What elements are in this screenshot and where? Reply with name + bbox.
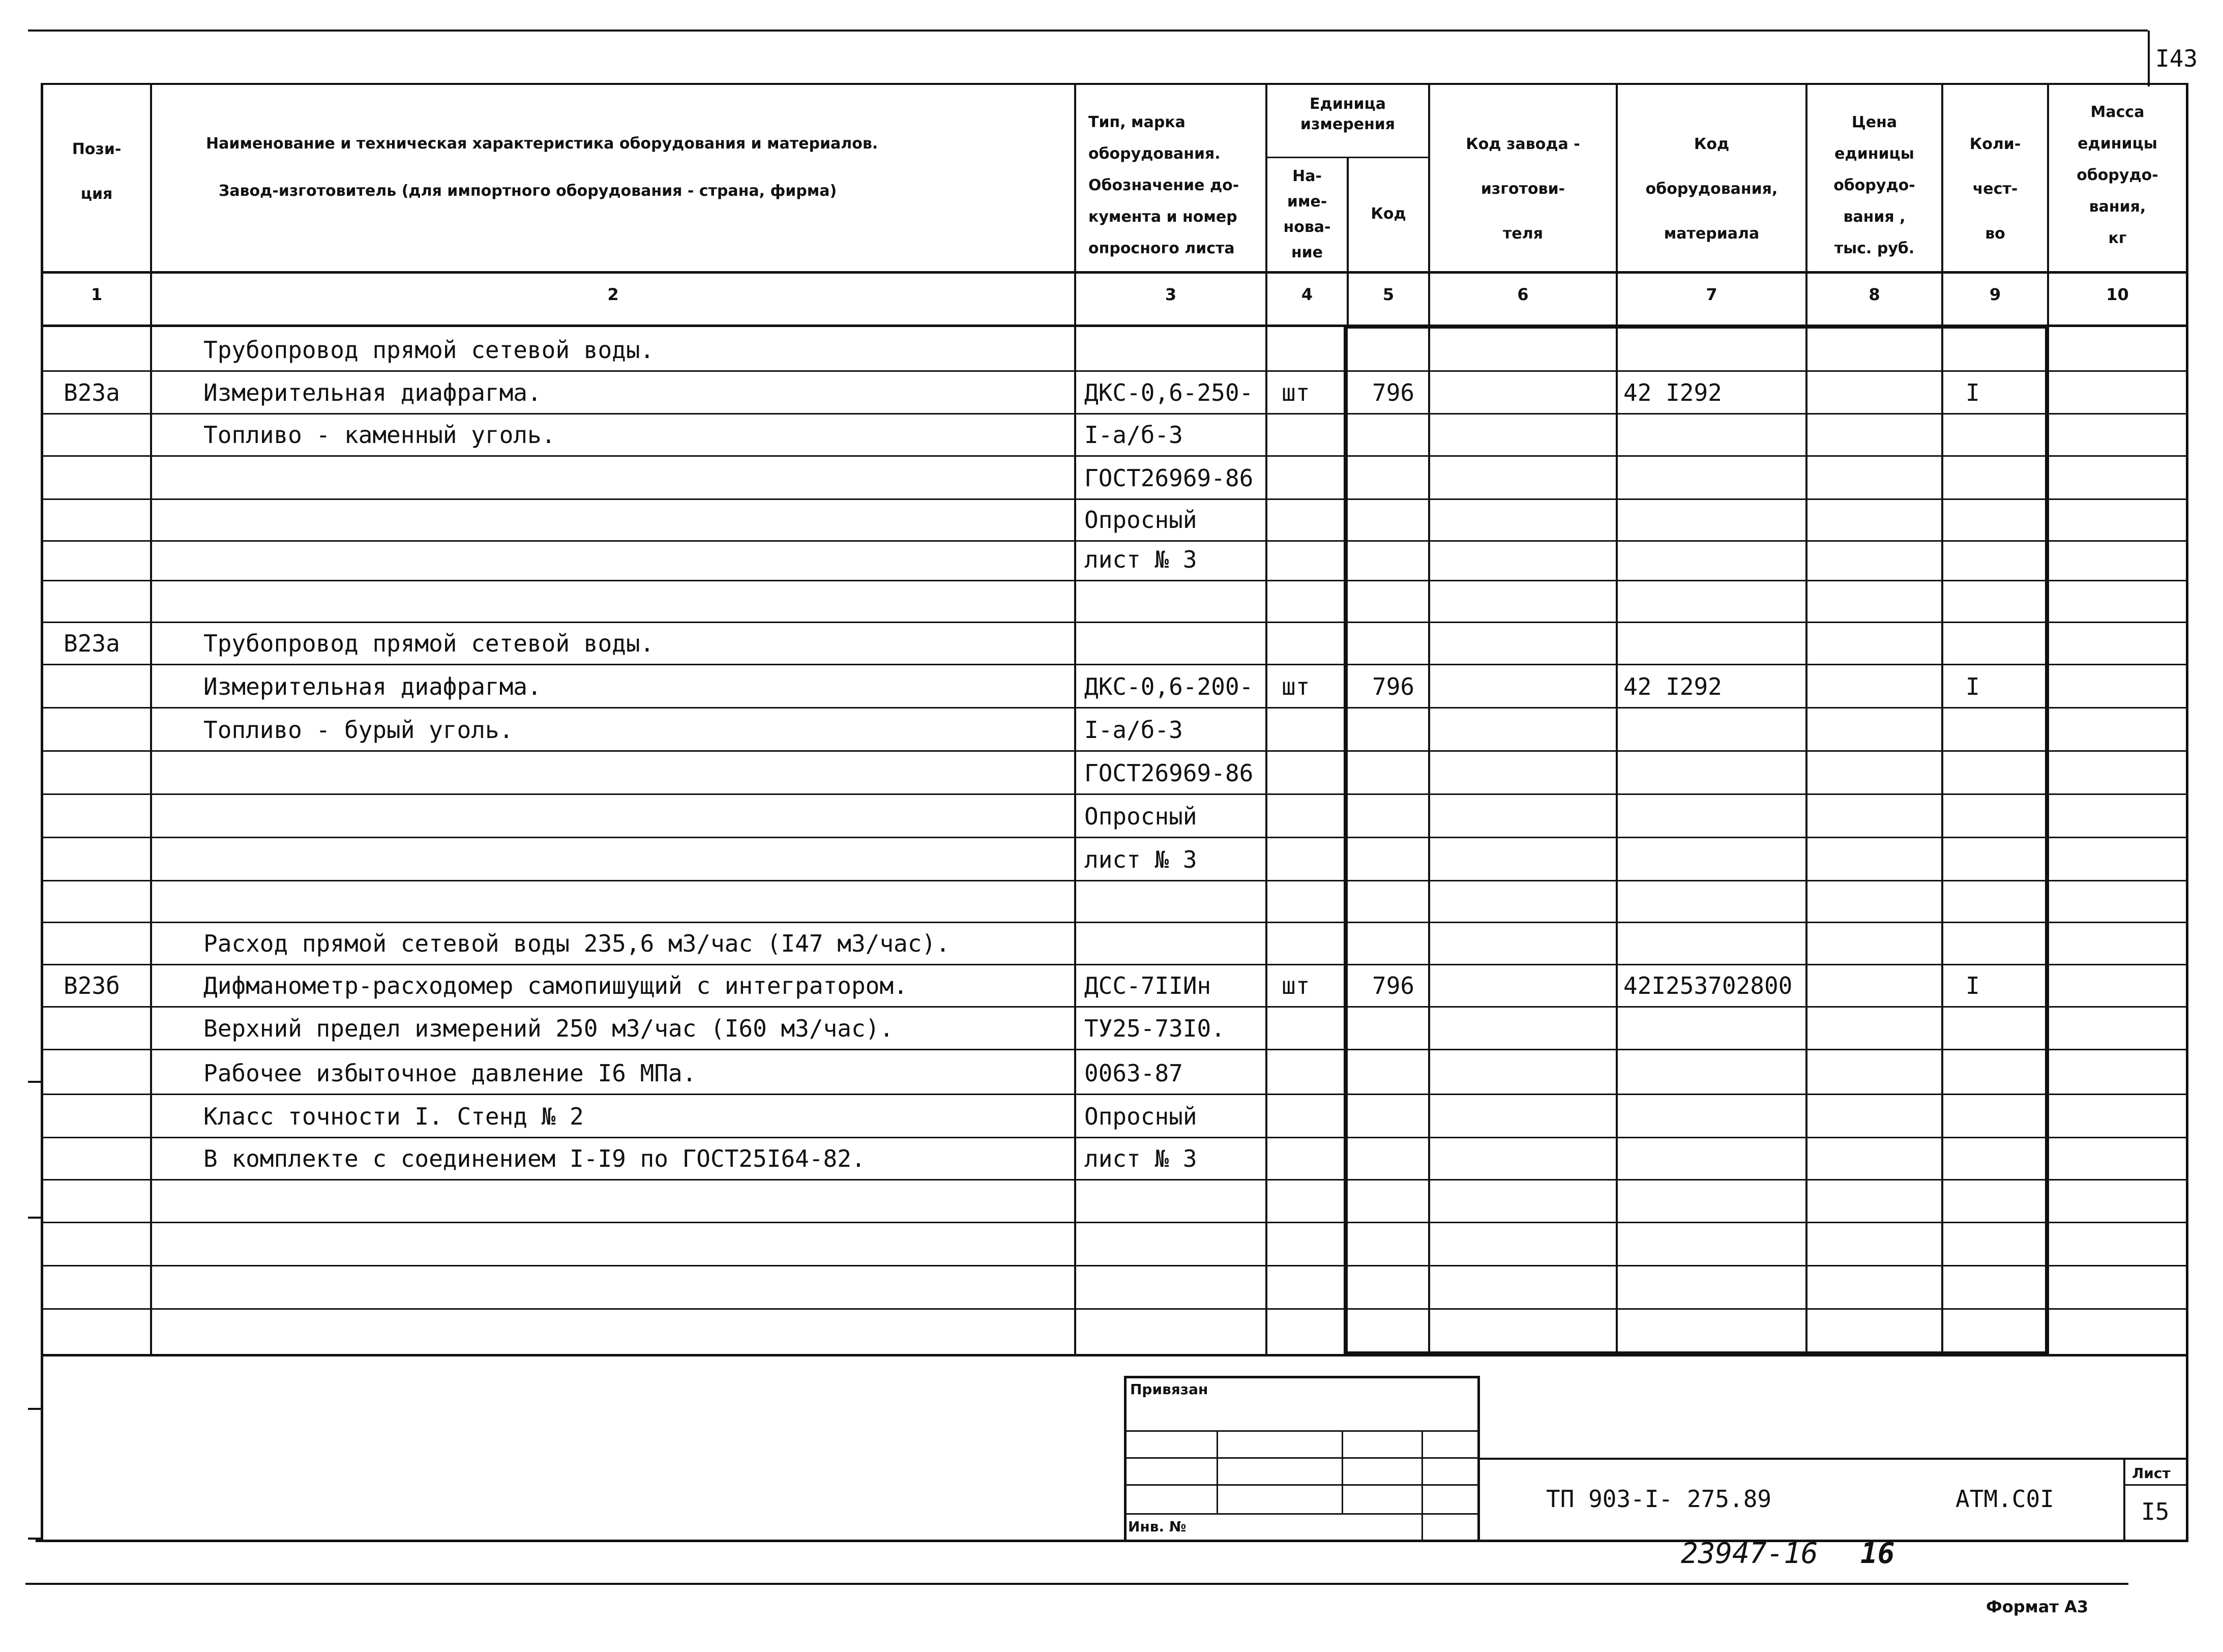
table-row [43, 880, 2186, 922]
cell-type: ДКС-0,6-200- [1084, 673, 1254, 700]
cell-type: ГОСТ26969-86 [1084, 759, 1254, 787]
table-row [43, 750, 2186, 793]
row-divider [43, 1094, 2186, 1095]
col-number-8: 8 [1869, 285, 1880, 304]
row-divider [43, 370, 2186, 372]
header-name-line1: Наименование и техническая характеристика оборудования и материалов. [206, 135, 878, 153]
cell-name: Измерительная диафрагма. [203, 673, 542, 700]
cell-equipment-code: 42 I292 [1623, 379, 1722, 406]
cell-unit-code: 796 [1372, 379, 1415, 406]
row-divider [43, 1137, 2186, 1138]
row-divider [43, 750, 2186, 752]
cell-type: I-а/б-3 [1084, 421, 1183, 449]
table-row [43, 1006, 2186, 1049]
col-number-1: 1 [91, 285, 103, 304]
table-row [43, 1179, 2186, 1222]
col-number-7: 7 [1706, 285, 1717, 304]
col-number-4: 4 [1301, 285, 1313, 304]
cell-type: 0063-87 [1084, 1059, 1183, 1087]
col-number-10: 10 [2106, 285, 2129, 304]
cell-type: Опросный [1084, 506, 1197, 534]
header-price: Цена единицы оборудо- вания , тыс. руб. [1833, 113, 1915, 257]
row-divider [43, 707, 2186, 709]
cell-name: Измерительная диафрагма. [203, 379, 542, 406]
cell-name: Трубопровод прямой сетевой воды. [203, 336, 655, 364]
col-number-3: 3 [1165, 285, 1177, 304]
header-name-line2: Завод-изготовитель (для импортного оборудования - страна, фирма) [219, 182, 837, 200]
cell-equipment-code: 42I253702800 [1623, 972, 1793, 999]
cell-type: ГОСТ26969-86 [1084, 464, 1254, 492]
row-divider [43, 1222, 2186, 1223]
table-row [43, 1137, 2186, 1179]
header-type: Тип, марка оборудования. Обозначение до- кумента и номер опросного листа [1088, 113, 1239, 257]
table-row [43, 1049, 2186, 1094]
archive-number-suffix: 16 [1860, 1537, 1895, 1570]
document-mark: АТМ.С0I [1955, 1485, 2054, 1513]
header-unit-code: Код [1371, 205, 1406, 223]
row-divider [43, 1049, 2186, 1050]
cell-type: ТУ25-73I0. [1084, 1015, 1225, 1042]
table-row [43, 328, 2186, 370]
stamp-linked-label: Привязан [1130, 1381, 1208, 1398]
table-row [43, 1094, 2186, 1137]
cell-position: В23а [64, 379, 120, 406]
table-row [43, 580, 2186, 622]
table-row [43, 964, 2186, 1006]
row-divider [43, 793, 2186, 795]
table-row [43, 1222, 2186, 1265]
table-row [43, 664, 2186, 707]
row-divider [43, 540, 2186, 542]
document-code: ТП 903-I- 275.89 [1546, 1485, 1772, 1513]
cell-unit: шт [1282, 972, 1310, 999]
cell-position: В23а [64, 630, 120, 657]
cell-type: I-а/б-3 [1084, 716, 1183, 744]
cell-name: Топливо - каменный уголь. [203, 421, 556, 449]
header-mass: Масса единицы оборудо- вания, кг [2077, 103, 2158, 247]
archive-number: 23947-16 [1681, 1537, 1818, 1570]
row-divider [43, 922, 2186, 923]
cell-unit-code: 796 [1372, 673, 1415, 700]
row-divider [43, 1179, 2186, 1181]
row-divider [43, 964, 2186, 965]
cell-type: ДСС-7IIИн [1084, 972, 1211, 999]
cell-quantity: I [1966, 379, 1980, 406]
page-number: I43 [2155, 45, 2198, 72]
row-divider [43, 837, 2186, 838]
cell-type: лист № 3 [1084, 1145, 1197, 1172]
header-equipment-code: Код оборудования, материала [1645, 135, 1778, 243]
cell-type: лист № 3 [1084, 546, 1197, 573]
row-divider [43, 455, 2186, 457]
col-number-9: 9 [1989, 285, 2001, 304]
col-number-5: 5 [1382, 285, 1395, 304]
cell-unit: шт [1282, 673, 1310, 700]
cell-name: Трубопровод прямой сетевой воды. [203, 630, 655, 657]
row-divider [43, 413, 2186, 415]
row-divider [43, 1308, 2186, 1310]
cell-type: Опросный [1084, 803, 1197, 830]
table-row [43, 793, 2186, 837]
cell-type: ДКС-0,6-250- [1084, 379, 1254, 406]
cell-equipment-code: 42 I292 [1623, 673, 1722, 700]
table-row [43, 370, 2186, 413]
cell-name: Топливо - бурый уголь. [203, 716, 514, 744]
header-factory-code: Код завода - изготови- теля [1466, 135, 1580, 243]
cell-unit-code: 796 [1372, 972, 1415, 999]
row-divider [43, 498, 2186, 500]
sheet-number: I5 [2141, 1498, 2170, 1525]
col-number-2: 2 [607, 285, 619, 304]
table-row [43, 622, 2186, 664]
format-label: Формат А3 [1986, 1597, 2089, 1616]
row-divider [43, 580, 2186, 581]
sheet-label: Лист [2132, 1465, 2171, 1482]
header-position: Пози- ция [72, 140, 122, 203]
row-divider [43, 664, 2186, 665]
cell-type: Опросный [1084, 1103, 1197, 1130]
stamp-inventory-label: Инв. № [1128, 1518, 1187, 1535]
header-quantity: Коли- чест- во [1969, 135, 2021, 243]
cell-name: Рабочее избыточное давление I6 МПа. [203, 1059, 697, 1087]
cell-name: Дифманометр-расходомер самопишущий с интегратором. [203, 972, 908, 999]
table-row [43, 1308, 2186, 1354]
cell-type: лист № 3 [1084, 846, 1197, 873]
cell-quantity: I [1966, 972, 1980, 999]
cell-name: В комплекте с соединением I-I9 по ГОСТ25I64-82. [203, 1145, 866, 1172]
cell-name: Верхний предел измерений 250 м3/час (I60 м3/час). [203, 1015, 894, 1042]
cell-position: В23б [64, 972, 120, 999]
row-divider [43, 1006, 2186, 1008]
table-row [43, 1265, 2186, 1308]
table-row [43, 455, 2186, 498]
cell-quantity: I [1966, 673, 1980, 700]
col-number-6: 6 [1517, 285, 1529, 304]
header-unit-name: На- име- нова- ние [1283, 167, 1331, 261]
table-row [43, 707, 2186, 750]
row-divider [43, 1265, 2186, 1266]
table-row [43, 540, 2186, 580]
cell-name: Расход прямой сетевой воды 235,6 м3/час (I47 м3/час). [203, 930, 950, 957]
table-row [43, 413, 2186, 455]
cell-unit: шт [1282, 379, 1310, 406]
table-row [43, 922, 2186, 964]
cell-name: Класс точности I. Стенд № 2 [203, 1103, 584, 1130]
row-divider [43, 880, 2186, 881]
header-unit-group: Единица измерения [1300, 95, 1396, 133]
row-divider [43, 622, 2186, 623]
table-row [43, 498, 2186, 540]
table-row [43, 837, 2186, 880]
